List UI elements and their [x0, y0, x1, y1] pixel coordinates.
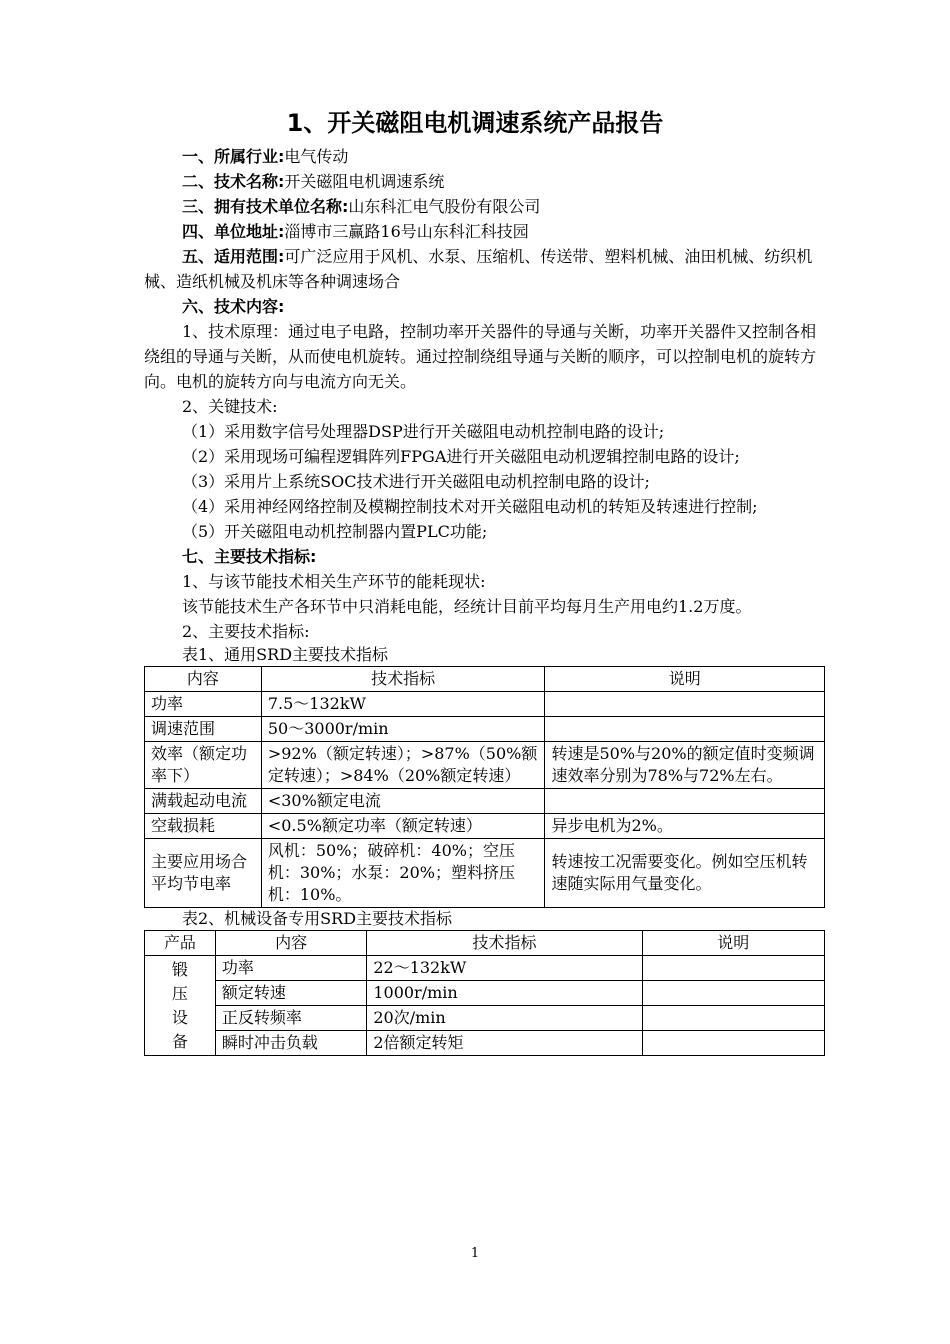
section7-heading: 七、主要技术指标: [182, 547, 317, 566]
table-row [145, 839, 825, 908]
table-row [145, 789, 825, 814]
table-row [145, 692, 825, 717]
item-owner: 三、拥有技术单位名称:山东科汇电气股份有限公司 [182, 197, 541, 216]
key-tech-item: （2）采用现场可编程逻辑阵列FPGA进行开关磁阻电动机逻辑控制电路的设计; [182, 447, 740, 466]
index-heading: 2、主要技术指标: [182, 622, 310, 641]
table-cell: >92%（额定转速）；>87%（50%额定转速）；>84%（20%额定转速） [261, 742, 545, 789]
table-cell: 22～132kW [367, 956, 642, 981]
table-row [145, 1031, 825, 1056]
table-header-cell: 说明 [545, 667, 825, 692]
key-tech-item: （4）采用神经网络控制及模糊控制技术对开关磁阻电动机的转矩及转速进行控制; [182, 497, 758, 516]
table-row [145, 1006, 825, 1031]
table-header-cell: 技术指标 [261, 667, 545, 692]
table-cell: 正反转频率 [215, 1006, 367, 1031]
table-header-row [145, 931, 825, 956]
table-cell: 满载起动电流 [145, 789, 262, 814]
energy-heading: 1、与该节能技术相关生产环节的能耗现状: [182, 572, 486, 591]
table-cell [642, 956, 824, 981]
table-cell: 效率（额定功率下） [145, 742, 262, 789]
tech-principle: 1、技术原理：通过电子电路，控制功率开关器件的导通与关断，功率开关器件又控制各相绕组的导通与关断，从而使电机旋转。通过控制绕组导通与关断的顺序，可以控制电机的旋转方向。电机的旋转方向与电流方向无关。 [144, 322, 817, 391]
table-cell: 功率 [215, 956, 367, 981]
table-cell [545, 717, 825, 742]
table-cell: 2倍额定转矩 [367, 1031, 642, 1056]
table-cell: 转速是50%与20%的额定值时变频调速效率分别为78%与72%左右。 [545, 742, 825, 789]
table2-caption: 表2、机械设备专用SRD主要技术指标 [182, 909, 453, 928]
table-cell [545, 789, 825, 814]
table-cell: 50～3000r/min [261, 717, 545, 742]
table-row [145, 717, 825, 742]
document-body [144, 144, 825, 1056]
table-header-cell: 内容 [215, 931, 367, 956]
table-cell: 瞬时冲击负载 [215, 1031, 367, 1056]
table-cell [642, 1031, 824, 1056]
table-cell: 主要应用场合平均节电率 [145, 839, 262, 908]
item-scope: 五、适用范围:可广泛应用于风机、水泵、压缩机、传送带、塑料机械、油田机械、纺织机械、造纸机械及机床等各种调速场合 [144, 247, 813, 291]
key-tech-item: （1）采用数字信号处理器DSP进行开关磁阻电动机控制电路的设计; [182, 422, 665, 441]
table-row [145, 956, 825, 981]
section6-heading: 六、技术内容: [182, 297, 285, 316]
table-cell: <0.5%额定功率（额定转速） [261, 814, 545, 839]
table-header-cell: 说明 [642, 931, 824, 956]
key-tech-item: （3）采用片上系统SOC技术进行开关磁阻电动机控制电路的设计; [182, 472, 650, 491]
item-address: 四、单位地址:淄博市三赢路16号山东科汇科技园 [182, 222, 529, 241]
table-cell [642, 1006, 824, 1031]
table-cell: 空载损耗 [145, 814, 262, 839]
table-cell: 20次/min [367, 1006, 642, 1031]
table-cell: 额定转速 [215, 981, 367, 1006]
table-header-row [145, 667, 825, 692]
page-number: 1 [470, 1246, 480, 1261]
product-cell: 锻 压 设 备 [145, 956, 216, 1056]
table-row [145, 814, 825, 839]
table-cell: 调速范围 [145, 717, 262, 742]
table-header-cell: 产品 [145, 931, 216, 956]
document-title: 1、开关磁阻电机调速系统产品报告 [286, 109, 664, 137]
item-tech-name: 二、技术名称:开关磁阻电机调速系统 [182, 172, 445, 191]
table-cell: 1000r/min [367, 981, 642, 1006]
table1 [144, 666, 825, 908]
table2 [144, 930, 825, 1056]
table-cell: 功率 [145, 692, 262, 717]
energy-text: 该节能技术生产各环节中只消耗电能，经统计目前平均每月生产用电约1.2万度。 [182, 597, 752, 616]
key-tech-heading: 2、关键技术: [182, 397, 278, 416]
table-cell: 转速按工况需要变化。例如空压机转速随实际用气量变化。 [545, 839, 825, 908]
table-cell [642, 981, 824, 1006]
table-cell [545, 692, 825, 717]
table-row [145, 742, 825, 789]
item-industry: 一、所属行业:电气传动 [182, 147, 349, 166]
table-header-cell: 内容 [145, 667, 262, 692]
table1-caption: 表1、通用SRD主要技术指标 [182, 645, 389, 664]
table-cell: 风机：50%；破碎机：40%；空压机：30%；水泵：20%；塑料挤压机：10%。 [261, 839, 545, 908]
table-cell: 异步电机为2%。 [545, 814, 825, 839]
table-cell: 7.5～132kW [261, 692, 545, 717]
key-tech-item: （5）开关磁阻电动机控制器内置PLC功能; [182, 522, 488, 541]
table-cell: <30%额定电流 [261, 789, 545, 814]
table-row [145, 981, 825, 1006]
table-header-cell: 技术指标 [367, 931, 642, 956]
